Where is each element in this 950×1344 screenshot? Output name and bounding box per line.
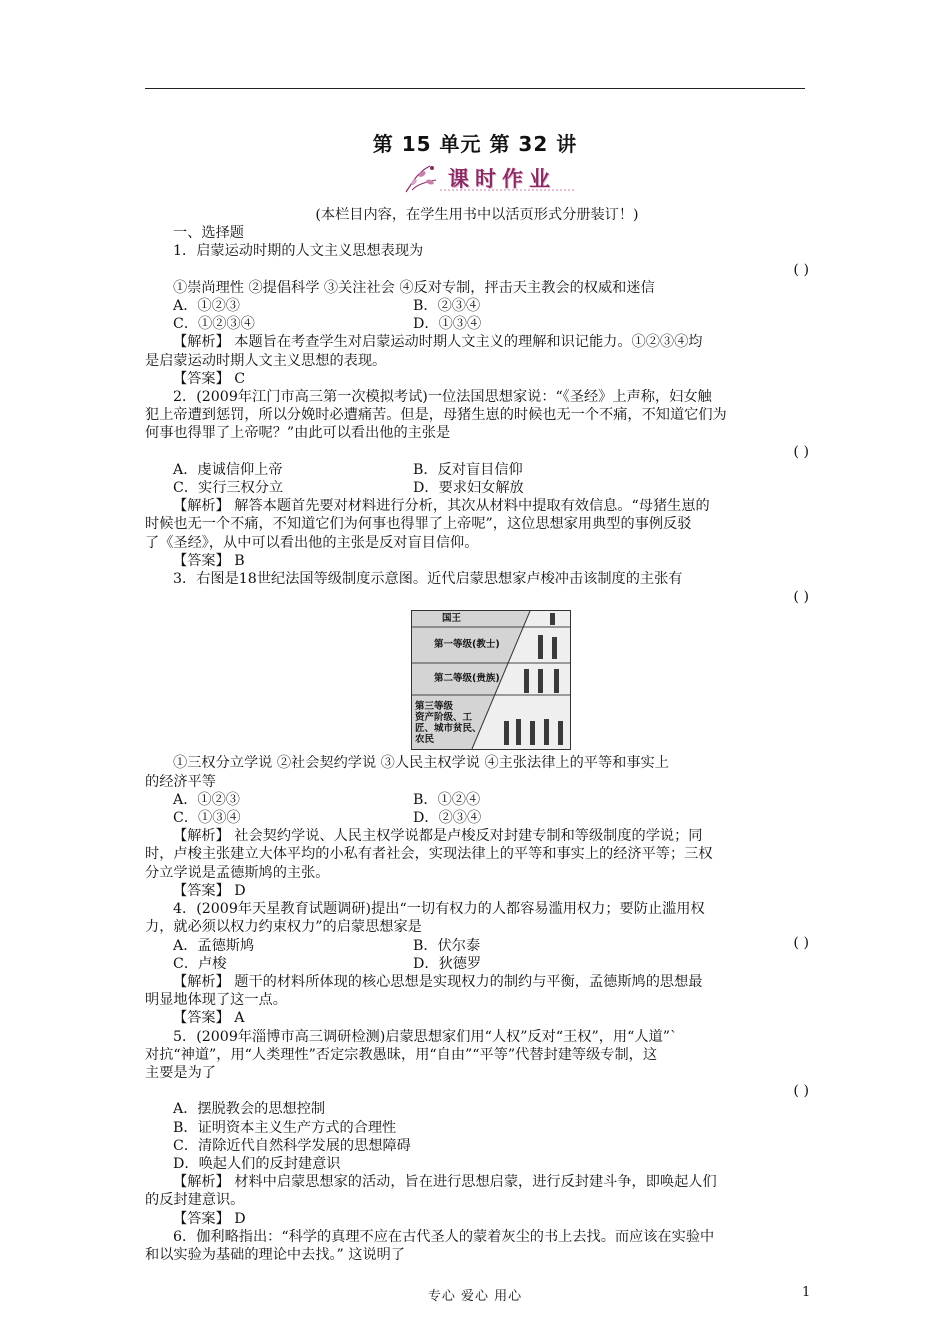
answer-text: 【答案】 D <box>173 882 246 899</box>
option-row <box>145 955 809 973</box>
analysis-text: 明显地体现了这一点。 <box>145 992 287 1009</box>
option-a: A．孟德斯鸠 <box>173 937 255 954</box>
figure-container <box>145 606 809 754</box>
option-c: C．实行三权分立 <box>173 480 284 497</box>
option-c: C．清除近代自然科学发展的思想障碍 <box>173 1137 411 1154</box>
answer-blank: ( ) <box>793 1083 809 1100</box>
analysis-text: 是启蒙运动时期人文主义思想的表现。 <box>145 352 387 369</box>
answer-text: 【答案】 D <box>173 1210 246 1227</box>
option-d: D．①③④ <box>413 316 482 333</box>
option-d: D．要求妇女解放 <box>413 480 524 497</box>
footer-slogan: 专心 爱心 用心 <box>427 1289 523 1304</box>
figure-label-first-estate: 第一等级(教士) <box>434 639 500 651</box>
figure-label-third-estate: 农民 <box>415 734 435 746</box>
question-stem: 何事也得罪了上帝呢？”由此可以看出他的主张是 <box>145 425 451 442</box>
option-row <box>145 791 809 809</box>
answer-blank: ( ) <box>793 934 809 951</box>
question-items: 的经济平等 <box>145 773 216 790</box>
binding-note: (本栏目内容，在学生用书中以活页形式分册装订！) <box>315 207 639 223</box>
section-heading: 一、选择题 <box>173 225 244 242</box>
question-stem: 犯上帝遭到惩罚，所以分娩时必遭痛苦。但是，母猪生崽的时候也无一个不痛，不知道它们为 <box>145 407 727 424</box>
analysis-text: 时，卢梭主张建立大体平均的小私有者社会，实现法律上的平等和事实上的经济平等；三权 <box>145 846 713 863</box>
option-b: B．反对盲目信仰 <box>413 461 523 478</box>
option-a: A．①②③ <box>173 298 240 315</box>
question-stem: 6．伽利略指出：“科学的真理不应在古代圣人的蒙着灰尘的书上去找。而应该在实验中 <box>173 1228 715 1245</box>
answer-text: 【答案】 A <box>173 1010 245 1027</box>
figure-label-third-estate: 匠、城市贫民、 <box>415 723 482 735</box>
exercise-content <box>145 206 809 1264</box>
option-c: C．卢梭 <box>173 955 227 972</box>
answer-blank: ( ) <box>793 589 809 606</box>
question-stem: 5．(2009年淄博市高三调研检测)启蒙思想家们用“人权”反对“王权”，用“人道”` <box>173 1028 678 1045</box>
option-b: B．①②④ <box>413 791 481 808</box>
option-b: B．②③④ <box>413 298 481 315</box>
option-row <box>145 297 809 315</box>
option-a: A．①②③ <box>173 791 240 808</box>
option-row <box>145 937 809 955</box>
answer-blank: ( ) <box>793 261 809 278</box>
option-d: D．②③④ <box>413 810 482 827</box>
question-stem: 4．(2009年天星教育试题调研)提出“一切有权力的人都容易滥用权力；要防止滥用权 <box>173 901 705 918</box>
analysis-text: 【解析】 社会契约学说、人民主权学说都是卢梭反对封建专制和等级制度的学说；同 <box>173 828 703 845</box>
option-b: B．证明资本主义生产方式的合理性 <box>173 1119 397 1136</box>
answer-blank: ( ) <box>793 443 809 460</box>
banner-title: 课时作业 <box>448 166 556 191</box>
option-a: A．摆脱教会的思想控制 <box>173 1101 326 1118</box>
page-number: 1 <box>802 1285 811 1300</box>
figure-label-third-estate: 资产阶级、工 <box>415 712 473 724</box>
option-c: C．①②③④ <box>173 316 255 333</box>
option-block <box>145 934 809 955</box>
option-row <box>145 461 809 479</box>
question-stem: 2．(2009年江门市高三第一次模拟考试)一位法国思想家说：“《圣经》上声称，妇女触 <box>173 389 712 406</box>
figure-label-third-estate: 第三等级 <box>415 701 454 713</box>
question-items: ①三权分立学说 ②社会契约学说 ③人民主权学说 ④主张法律上的平等和事实上 <box>173 755 669 772</box>
analysis-text: 【解析】 材料中启蒙思想家的活动，旨在进行思想启蒙，进行反封建斗争，即唤起人们 <box>173 1174 717 1191</box>
analysis-text: 的反封建意识。 <box>145 1192 245 1209</box>
estates-pyramid-figure <box>411 610 571 750</box>
question-stem: 3．右图是18世纪法国等级制度示意图。近代启蒙思想家卢梭冲击该制度的主张有 <box>173 571 683 588</box>
figure-label-second-estate: 第二等级(贵族) <box>434 673 500 685</box>
analysis-text: 【解析】 本题旨在考查学生对启蒙运动时期人文主义的理解和识记能力。①②③④均 <box>173 334 703 351</box>
option-row <box>145 479 809 497</box>
option-row <box>145 315 809 333</box>
option-a: A．虔诚信仰上帝 <box>173 461 283 478</box>
option-b: B．伏尔泰 <box>413 937 481 954</box>
question-stem: 力，就必须以权力约束权力”的启蒙思想家是 <box>145 919 422 936</box>
question-stem: 主要是为了 <box>145 1064 216 1081</box>
question-stem: 和以实验为基础的理论中去找。” 这说明了 <box>145 1246 406 1263</box>
question-items: ①崇尚理性 ②提倡科学 ③关注社会 ④反对专制，抨击天主教会的权威和迷信 <box>173 279 655 296</box>
figure-label-king: 国王 <box>442 613 462 625</box>
analysis-text: 【解析】 题干的材料所体现的核心思想是实现权力的制约与平衡，孟德斯鸠的思想最 <box>173 973 703 990</box>
option-d: D．唤起人们的反封建意识 <box>173 1155 341 1172</box>
question-stem: 1．启蒙运动时期的人文主义思想表现为 <box>173 243 424 260</box>
header-rule <box>145 88 805 89</box>
answer-text: 【答案】 C <box>173 370 246 387</box>
page-title: 第 15 单元 第 32 讲 <box>372 132 578 156</box>
analysis-text: 了《圣经》，从中可以看出他的主张是反对盲目信仰。 <box>145 534 479 551</box>
option-row <box>145 809 809 827</box>
analysis-text: 分立学说是孟德斯鸠的主张。 <box>145 864 330 881</box>
question-stem: 对抗“神道”，用“人类理性”否定宗教愚昧，用“自由”“平等”代替封建等级专制，这 <box>145 1046 658 1063</box>
analysis-text: 【解析】 解答本题首先要对材料进行分析，其次从材料中提取有效信息。“母猪生崽的 <box>173 498 710 515</box>
answer-text: 【答案】 B <box>173 552 245 569</box>
option-c: C．①③④ <box>173 810 241 827</box>
analysis-text: 时候也无一个不痛，不知道它们为何事也得罪了上帝呢”，这位思想家用典型的事例反驳 <box>145 516 692 533</box>
option-d: D．狄德罗 <box>413 955 482 972</box>
